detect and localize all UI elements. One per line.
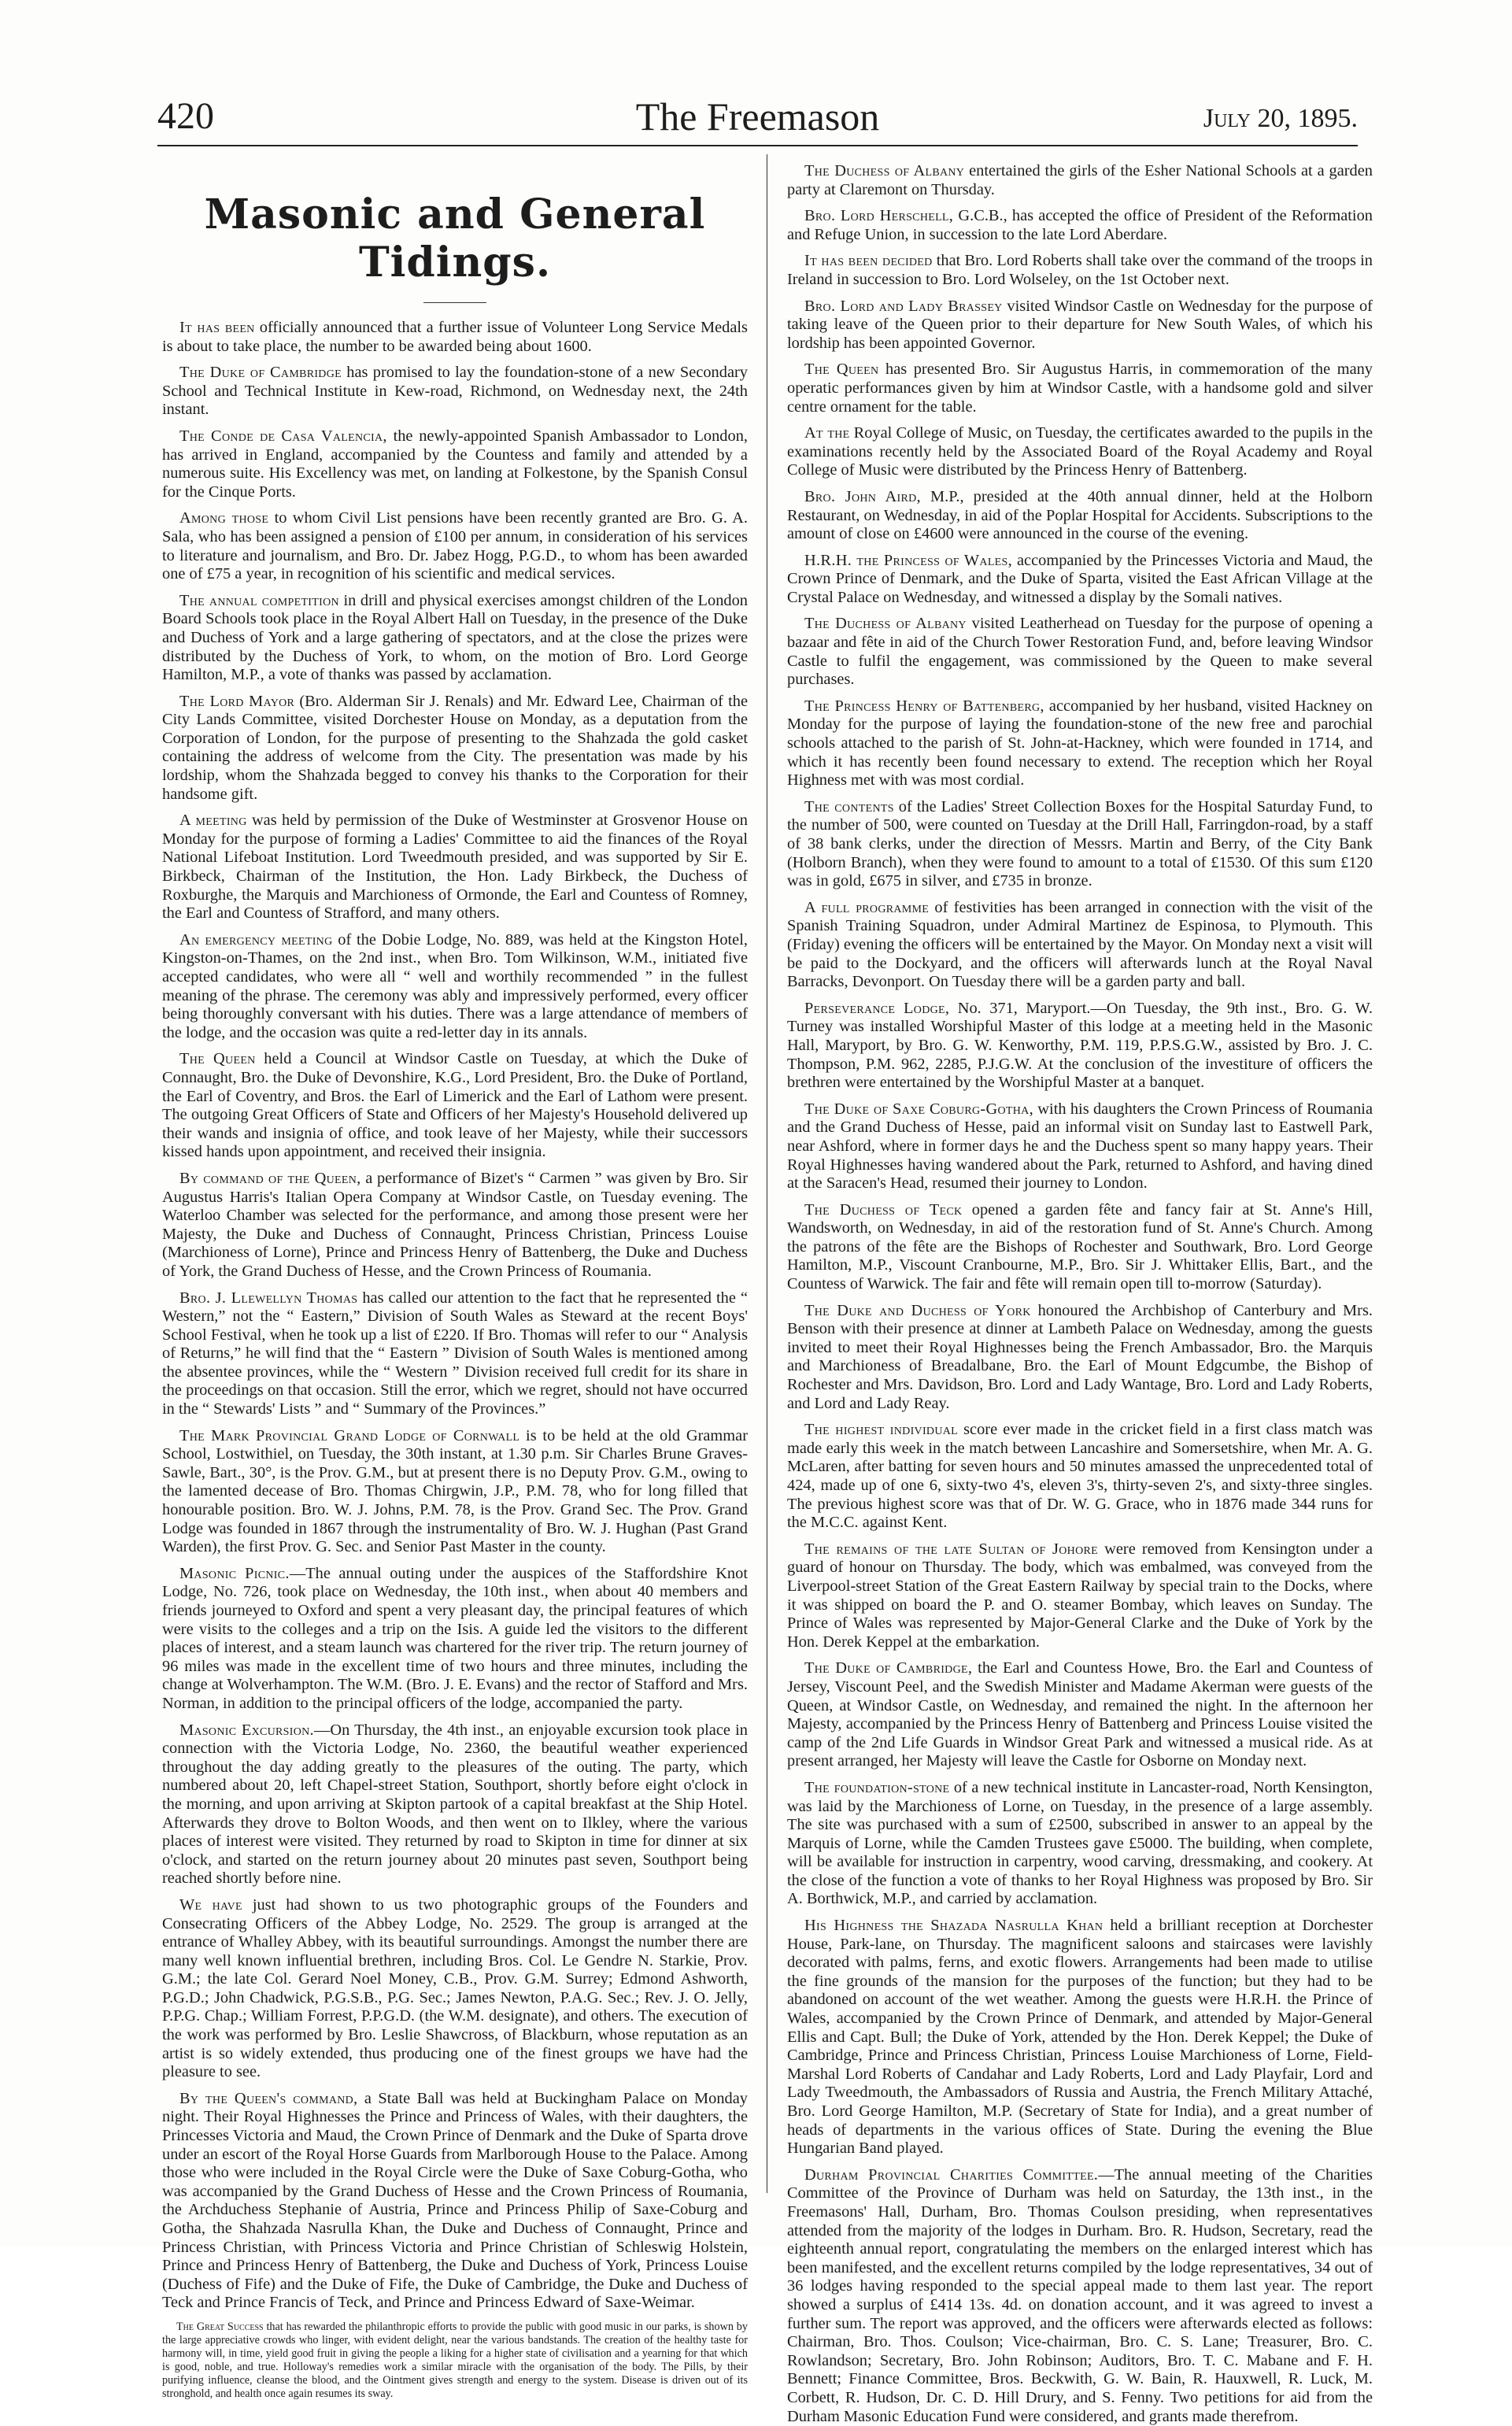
paragraph-text: to whom Civil List pensions have been recently granted are Bro. G. A. Sala, who has been assigned a pension of £100 per annum, in consideration of his services to literature and journalism, and Bro. Dr. Jabez Hogg, P.G.D., to whom has been awarded one of £75 a year, in recognition of his scientific and medical services. <box>162 509 749 583</box>
paragraph-lead: The Duke and Duchess of York <box>804 1301 1031 1319</box>
page-header <box>157 93 1358 140</box>
issue-date: July 20, 1895. <box>1203 104 1358 133</box>
right-column <box>787 162 1373 2425</box>
paragraph-text: has promised to lay the foundation-stone of a new Secondary School and Technical Institute in Kew-road, Richmond, on Wednesday next, the 24th instant. <box>162 364 748 419</box>
paragraph-lead: At the <box>804 424 850 442</box>
title-rule <box>423 302 486 303</box>
paragraph-text: G.C.B., has accepted the office of President of the Reformation and Refuge Union, in succession to the late Lord Aberdare. <box>787 207 1373 243</box>
left-article-list <box>162 319 748 2313</box>
paragraph-text: honoured the Archbishop of Canterbury and Mrs. Benson with their presence at dinner at Lambeth Palace on Wednesday, among the guests invited to meet their Royal Highnesses being the French Ambassador, Bro. the Marquis and Marchioness of Breadalbane, Bro. the Earl of Mount Edgcumbe, the Bishop of Rochester and Mrs. Davidson, Bro. Lord and Lady Wantage, Bro. Lord and Lady Roberts, and Lord and Lady Reay. <box>787 1301 1373 1412</box>
paragraph-lead: The foundation-stone <box>804 1778 950 1796</box>
paragraph-lead: An emergency meeting <box>179 930 333 949</box>
news-paragraph <box>787 1302 1373 1414</box>
paragraph-text: of festivities has been arranged in connection with the visit of the Spanish Training Squadron, under Admiral Martinez de Espinosa, to Plymouth. This (Friday) evening the officers will be entertained by the Mayor. On Monday next a visit will be paid to the Dockyard, and the officers will afterwards lunch at the Royal Naval Barracks, Devonport. On Tuesday there will be a garden party and ball. <box>787 898 1373 991</box>
paragraph-text: held a brilliant reception at Dorchester House, Park-lane, on Thursday. The magnificent saloons and staircases were lavishly decorated with palms, ferns, and exotic flowers. Arrangements had been made to utilise the fine grounds of the mansion for the purposes of the function; but they had to be abandoned on account of the wet weather. Among the guests were H.R.H. the Prince of Wales, accompanied by the Crown Prince of Denmark, and attended by Major-General Ellis and Capt. Bull; the Duke of York, attended by the Hon. Derek Keppel; the Duke of Cambridge, Prince and Princess Christian, Princess Louise Marchioness of Lorne, Field-Marshal Lord Roberts of Candahar and Lady Roberts, Lord and Lady Playfair, Lord and Lady Tweedmouth, the Ambassadors of Russia and Austria, the French Military Attaché, Bro. Lord George Hamilton, M.P. (Secretary of State for India), and a great number of heads of departments in the various offices of State. During the evening the Blue Hungarian Band played. <box>787 1917 1373 2158</box>
paragraph-text: has called our attention to the fact that he represented the “ Western,” not the “ Eastern,” Division of South Wales as Steward at the recent Boys' School Festival, when he took up a list of £220. If Bro. Thomas will refer to our “ Analysis of Returns,” he will find that the “ Eastern ” Division of South Wales is mentioned among the absentee provinces, while the “ Western ” Division received full credit for its share in the proceedings on that occasion. Still the error, which we regret, should not have occurred in the “ Stewards' Lists ” and “ Summary of the Provinces.” <box>162 1289 748 1418</box>
news-paragraph <box>162 592 748 685</box>
paragraph-lead: We have <box>179 1895 242 1914</box>
paragraph-lead: The Conde de Casa Valencia, <box>179 427 387 445</box>
paragraph-text: Royal College of Music, on Tuesday, the certificates awarded to the pupils in the examinations recently held by the Associated Board of the Royal Academy and Royal College of Music were distributed by the Princess Henry of Battenberg. <box>787 424 1373 479</box>
paragraph-lead: The remains of the late Sultan of Johore <box>804 1540 1098 1558</box>
paragraph-text: with his daughters the Crown Princess of Roumania and the Grand Duchess of Hesse, paid an informal visit on Sunday last to Eastwell Park, near Ashford, where in former days he and the Duchess spent so many happy years. Their Royal Highnesses having wandered about the Park, returned to Ashford, and having dined at the Saracen's Head, resumed their journey to London. <box>787 1100 1373 1193</box>
paragraph-lead: The Queen <box>804 361 879 379</box>
news-paragraph <box>787 1917 1373 2158</box>
news-paragraph <box>162 319 748 356</box>
news-paragraph <box>787 697 1373 790</box>
paragraph-text: (Bro. Alderman Sir J. Renals) and Mr. Edward Lee, Chairman of the City Lands Committee, visited Dorchester House on Monday, as a deputation from the Corporation of London, for the purpose of presenting to the Shahzada the gold casket containing the address of welcome from the City. The presentation was made by his lordship, whom the Shahzada begged to convey his thanks to the Corporation for their handsome gift. <box>162 692 748 803</box>
paragraph-lead: By command of the Queen, <box>179 1169 361 1187</box>
paragraph-text: were removed from Kensington under a guard of honour on Thursday. The body, which was embalmed, was conveyed from the Liverpool-street Station of the Great Eastern Railway by special train to the Docks, where it was shipped on board the P. and O. steamer Bombay, which leaves on Sunday. The Prince of Wales was represented by Major-General Clarke and the Duke of York by the Hon. Derek Keppel at the embarkation. <box>787 1540 1373 1651</box>
news-paragraph <box>162 1170 748 1281</box>
news-paragraph <box>787 552 1373 608</box>
news-paragraph <box>787 2166 1373 2426</box>
paragraph-lead: The Duchess of Albany <box>804 162 965 179</box>
paragraph-lead: The Duchess of Teck <box>804 1200 963 1219</box>
news-paragraph <box>162 364 748 420</box>
paragraph-text: the newly-appointed Spanish Ambassador to London, has arrived in England, accompanied by the Countess and family and attended by a numerous suite. His Excellency was met, on landing at Folkestone, by the Spanish Consul for the Cinque Ports. <box>162 427 748 501</box>
page-number: 420 <box>157 95 214 137</box>
paragraph-text: visited Leatherhead on Tuesday for the purpose of opening a bazaar and fête in aid of the Church Tower Restoration Fund, and, before leaving Windsor Castle to fulfil the engagement, was commissioned by the Queen to make several purchases. <box>787 615 1373 689</box>
paragraph-lead: Durham Provincial Charities Committee. <box>804 2165 1099 2184</box>
news-paragraph <box>787 488 1373 544</box>
news-paragraph <box>162 1289 748 1419</box>
paragraph-text: opened a garden fête and fancy fair at St. Anne's Hill, Wandsworth, on Wednesday, in aid of the restoration fund of St. Anne's Church. Among the patrons of the fête are the Bishops of Rochester and Southwark, Bro. Lord George Hamilton, M.P., Viscount Cranbourne, M.P., Bro. Sir J. Whittaker Ellis, Bart., and the Countess of Warwick. The fair and fête will remain open till to-morrow (Saturday). <box>787 1200 1373 1293</box>
paragraph-lead: Bro. Lord and Lady Brassey <box>804 297 1003 315</box>
news-paragraph <box>787 361 1373 416</box>
news-paragraph <box>787 615 1373 689</box>
news-paragraph <box>787 899 1373 992</box>
paragraph-text: M.P., presided at the 40th annual dinner, held at the Holborn Restaurant, on Wednesday, in aid of the Poplar Hospital for Accidents. Subscriptions to the amount of close on £4600 were announced in the course of the evening. <box>787 487 1373 543</box>
news-paragraph <box>162 1565 748 1714</box>
paragraph-lead: It has been <box>179 319 255 336</box>
masthead: The Freemason <box>635 94 880 139</box>
paragraph-text: entertained the girls of the Esher National Schools at a garden party at Claremont on Thursday. <box>787 162 1373 198</box>
paragraph-text: of the Ladies' Street Collection Boxes for the Hospital Saturday Fund, to the number of 500, were counted on Tuesday at the Drill Hall, Farringdon-road, by a staff of 38 bank clerks, under the direction of Messrs. Martin and Berry, of the City Bank (Holborn Branch), when they were found to amount to a total of £1530. Of this sum £120 was in gold, £675 in silver, and £735 in bronze. <box>787 797 1373 890</box>
news-paragraph <box>162 509 748 583</box>
paragraph-text: is to be held at the old Grammar School, Lostwithiel, on Tuesday, the 30th instant, at 1.30 p.m. Sir Charles Brune Graves-Sawle, Bart., 30°, is the Prov. G.M., but at present there is no Deputy Prov. G.M., owing to the lamented decease of Bro. Thomas Chirgwin, J.P., P.M. 78, who for long filled that honourable position. Bro. W. J. Johns, P.M. 78, is the Prov. Grand Sec. The Prov. Grand Lodge was founded in 1867 through the instrumentality of Bro. W. J. Hughan (Past Grand Warden), the first Prov. G. Sec. and Senior Past Master in the county. <box>162 1426 748 1556</box>
paragraph-lead: The Princess Henry of Battenberg, <box>804 697 1044 715</box>
news-paragraph <box>787 1000 1373 1093</box>
paragraph-lead: The highest individual <box>804 1421 958 1439</box>
news-paragraph <box>787 424 1373 480</box>
news-paragraph <box>162 1721 748 1888</box>
paragraph-lead: By the Queen's command, <box>179 2089 358 2107</box>
paragraph-lead: Perseverance Lodge, <box>804 999 950 1017</box>
paragraph-lead: A meeting <box>179 812 247 830</box>
paragraph-lead: Masonic Excursion. <box>179 1721 314 1739</box>
paragraph-text: held a Council at Windsor Castle on Tuesday, at which the Duke of Connaught, Bro. the Duke of Devonshire, K.G., Lord President, Bro. the Duke of Portland, the Earl of Coventry, and Bros. the Earl of Limerick and the Earl of Lathom were present. The outgoing Great Officers of State and Officers of her Majesty's Household delivered up their wands and insignia of office, and took leave of her Majesty, while their successors kissed hands upon appointment, and received their insignia. <box>162 1050 748 1161</box>
paragraph-lead: H.R.H. the Princess of Wales, <box>804 551 1013 569</box>
paragraph-lead: Bro. John Aird, <box>804 487 921 505</box>
news-paragraph <box>162 1427 748 1557</box>
news-paragraph <box>787 1201 1373 1294</box>
paragraph-text: of a new technical institute in Lancaster-road, North Kensington, was laid by the Marchioness of Lorne, on Tuesday, in the presence of a large assembly. The site was purchased with a sum of £2500, subscribed in answer to an appeal by the Marquis of Lorne, while the Camden Trustees gave £5000. The building, when complete, will be available for instruction in carpentry, wood carving, dressmaking, and cookery. At the close of the function a vote of thanks to her Royal Highness was proposed by Bro. Sir A. Borthwick, M.P., and carried by acclamation. <box>787 1778 1373 1908</box>
news-paragraph <box>787 1779 1373 1909</box>
left-column <box>162 162 749 2400</box>
paragraph-text: a performance of Bizet's “ Carmen ” was given by Bro. Sir Augustus Harris's Italian Opera Company at Windsor Castle, on Tuesday evening. The Waterloo Chamber was selected for the performance, and among those present were her Majesty, the Duke and Duchess of Connaught, Princess Christian, Princess Louise (Marchioness of Lorne), Prince and Princess Henry of Battenberg, the Duke and Duchess of York, the Grand Duchess of Hesse, and the Crown Princess of Roumania. <box>162 1169 748 1280</box>
header-rule <box>157 145 1358 146</box>
news-paragraph <box>162 2090 748 2313</box>
paragraph-text: that Bro. Lord Roberts shall take over the command of the troops in Ireland in succession to Bro. Lord Wolseley, on the 1st October next. <box>787 252 1373 288</box>
news-paragraph <box>787 1421 1373 1533</box>
paragraph-lead: His Highness the Shazada Nasrulla Khan <box>804 1917 1104 1935</box>
advertisement <box>162 2321 748 2401</box>
paragraph-text: has presented Bro. Sir Augustus Harris, in commemoration of the many operatic performances given by him at Windsor Castle, with a handsome gold and silver centre ornament for the table. <box>787 361 1373 416</box>
paragraph-lead: Bro. Lord Herschell, <box>804 207 954 225</box>
paragraph-lead: The Duke of Cambridge <box>179 364 342 382</box>
advertisement-lead: The Great Success <box>176 2320 264 2333</box>
news-paragraph <box>162 812 748 923</box>
paragraph-lead: The Lord Mayor <box>179 692 295 710</box>
news-paragraph <box>162 693 748 804</box>
advertisement-text: that has rewarded the philanthropic efforts to provide the public with good music in our parks, is shown by the large appreciative crowds who linger, with evident delight, near the various bandstands. The creation of the healthy taste for harmony will, in time, yield good fruit in giving the people a liking for a higher state of civilisation and a yearning for that which is good, noble, and true. Holloway's remedies work a similar miracle with the organisation of the body. The Pills, by their purifying influence, cleanse the blood, and the Ointment gives strength and energy to the system. Disease is driven out of its stronghold, and health once again resumes its sway. <box>162 2320 748 2400</box>
paragraph-lead: The Duchess of Albany <box>804 615 967 633</box>
paragraph-text: visited Windsor Castle on Wednesday for the purpose of taking leave of the Queen prior to their departure for New South Wales, of which his lordship has been appointed Governor. <box>787 297 1373 352</box>
paragraph-text: No. 371, Maryport.—On Tuesday, the 9th inst., Bro. G. W. Turney was installed Worshipful Master of this lodge at a meeting held in the Masonic Hall, Maryport, by Bro. G. W. Kenworthy, P.M. 119, P.P.S.G.W., assisted by Bro. J. C. Thompson, P.M. 962, 2285, P.J.G.W. At the conclusion of the investiture of officers the brethren were entertained by the Worshipful Master at a banquet. <box>787 999 1373 1092</box>
news-paragraph <box>787 1540 1373 1652</box>
paragraph-text: accompanied by her husband, visited Hackney on Monday for the purpose of laying the foundation-stone of the new free and parochial schools attached to the parish of St. John-at-Hackney, which were founded in 1714, and which it has recently been found necessary to extend. The reception which her Royal Highness met with was most cordial. <box>787 697 1373 790</box>
paragraph-lead: Among those <box>179 509 269 527</box>
paragraph-lead: The Duke of Saxe Coburg-Gotha, <box>804 1100 1033 1118</box>
paragraph-text: —The annual outing under the auspices of the Staffordshire Knot Lodge, No. 726, took place on Wednesday, the 10th inst., when about 40 members and friends journeyed to Oxford and spent a very pleasant day, the principal features of which were visits to the colleges and a trip on the Isis. A guide led the visitors to the different places of interest, and a steam launch was chartered for the river trip. The return journey of 96 miles was made in the excellent time of two hours and three minutes, including the change at Wolverhampton. The W.M. (Bro. J. E. Evans) and the rector of Stafford and Mrs. Norman, in addition to the principal officers of the lodge, accompanied the party. <box>162 1564 748 1712</box>
news-paragraph <box>787 162 1373 199</box>
news-paragraph <box>787 298 1373 353</box>
paragraph-text: of the Dobie Lodge, No. 889, was held at the Kingston Hotel, Kingston-on-Thames, on the 2nd inst., when Bro. Tom Wilkinson, W.M., initiated five accepted candidates, who were all “ well and worthily recommended ” in the fullest meaning of the phrase. The ceremony was ably and impressively performed, every officer being thoroughly conversant with his duties. There was a large attendance of members of the lodge, and the occasion was quite a red-letter day in its annals. <box>162 930 748 1041</box>
paragraph-lead: Bro. J. Llewellyn Thomas <box>179 1289 358 1307</box>
paragraph-text: officially announced that a further issue of Volunteer Long Service Medals is about to take place, the number to be awarded being about 1600. <box>162 319 748 355</box>
news-paragraph <box>787 1659 1373 1771</box>
paragraph-lead: A full programme <box>804 898 930 916</box>
paragraph-text: was held by permission of the Duke of Westminster at Grosvenor House on Monday for the purpose of forming a Ladies' Committee to aid the finances of the Royal National Lifeboat Institution. Lord Tweedmouth presided, and was supported by Sir E. Birkbeck, Chairman of the Institution, the Hon. Lady Birkbeck, the Duchess of Roxburghe, the Marquis and Marchioness of Ormonde, the Earl and Countess of Romney, the Earl and Countess of Strafford, and many others. <box>162 812 748 923</box>
paragraph-lead: The contents <box>804 797 894 815</box>
news-paragraph <box>787 1100 1373 1193</box>
paragraph-lead: It has been decided <box>804 252 933 270</box>
news-paragraph <box>162 1050 748 1162</box>
paragraph-text: the Earl and Countess Howe, Bro. the Earl and Countess of Jersey, Viscount Peel, and the Swedish Minister and Madame Akerman were guests of the Queen, at Windsor Castle, on Wednesday, and remained the night. In the afternoon her Majesty, accompanied by the Princess Henry of Battenberg and Princess Louise visited the camp of the 2nd Life Guards in Windsor Great Park and witnessed a musical ride. As at present arranged, her Majesty will leave the Castle for Osborne on Monday next. <box>787 1659 1373 1770</box>
right-article-list <box>787 162 1373 2426</box>
paragraph-lead: The Queen <box>179 1050 256 1068</box>
paragraph-text: accompanied by the Princesses Victoria and Maud, the Crown Prince of Denmark, and the Duke of Sparta, visited the East African Village at the Crystal Palace on Wednesday, and witnessed a display by the Somali natives. <box>787 551 1373 606</box>
news-paragraph <box>162 427 748 501</box>
paragraph-text: a State Ball was held at Buckingham Palace on Monday night. Their Royal Highnesses the Prince and Princess of Wales, with their daughters, the Princesses Victoria and Maud, the Crown Prince of Denmark and the Duke of Sparta drove under an escort of the Royal Horse Guards from Marlborough House to the Palace. Among those who were included in the Royal Circle were the Duke of Saxe Coburg-Gotha, who was accompanied by the Grand Duchess of Hesse and the Crown Princess of Roumania, the Archduchess Stephanie of Austria, Prince and Princess Philip of Saxe-Coburg and Gotha, the Shahzada Nasrulla Khan, the Duke and Duchess of Connaught, Prince and Princess Christian, with Princess Victoria and Prince Christian of Schleswig Holstein, Prince and Princess Henry of Battenberg, the Duke and Duchess of York, Princess Louise (Duchess of Fife) and the Duke of Fife, the Duke of Cambridge, the Duke and Duchess of Teck and Prince Francis of Teck, and Prince and Princess Edward of Saxe-Weimar. <box>162 2089 749 2312</box>
paragraph-lead: Masonic Picnic. <box>179 1564 290 1582</box>
section-title: Masonic and General Tidings. <box>204 190 706 287</box>
paragraph-text: —On Thursday, the 4th inst., an enjoyable excursion took place in connection with the Victoria Lodge, No. 2360, the beautiful weather experienced throughout the day adding greatly to the pleasures of the outing. The party, which numbered about 20, left Chapel-street Station, Southport, shortly before eight o'clock in the morning, and upon arriving at Skipton partook of a capital breakfast at the Ship Hotel. Afterwards they drove to Bolton Woods, and then went on to Ilkley, where the various places of interest were visited. They returned by road to Skipton in time for dinner at six o'clock, and started on the return journey about 20 minutes past seven, Southport being reached shortly before nine. <box>162 1721 748 1888</box>
paragraph-text: in drill and physical exercises amongst children of the London Board Schools took place in the Royal Albert Hall on Tuesday, in the presence of the Duke and Duchess of York and a large gathering of spectators, and at the close the prizes were distributed by the Duchess of York, to whom, on the motion of Bro. Lord George Hamilton, M.P., a vote of thanks was passed by acclamation. <box>162 591 748 684</box>
paragraph-lead: The Mark Provincial Grand Lodge of Cornwall <box>179 1426 520 1444</box>
news-paragraph <box>787 252 1373 289</box>
paragraph-text: just had shown to us two photographic groups of the Founders and Consecrating Officers of the Abbey Lodge, No. 2529. The group is arranged at the entrance of Whalley Abbey, with its beautiful surroundings. Amongst the number there are many well known influential brethren, including Bros. Col. Le Gendre N. Starkie, Prov. G.M.; the late Col. Gerard Noel Money, C.B., Prov. G.M. Surrey; Edmond Ashworth, P.G.D.; John Chadwick, P.G.S.B., P.G. Sec.; James Newton, P.A.G. Sec.; Rev. J. O. Jelly, P.P.G. Chap.; William Forrest, P.P.G.D. (the W.M. designate), and others. The execution of the work was performed by Bro. Leslie Shawcross, of Blackburn, whose reputation as an artist is so widely extended, thus producing one of the finest groups we have had the pleasure to see. <box>162 1895 748 2081</box>
paragraph-text: score ever made in the cricket field in a first class match was made early this week in the match between Lancashire and Somersetshire, when Mr. A. G. McLaren, after batting for seven hours and 50 minutes amassed the unprecedented total of 424, made up of one 6, sixty-two 4's, eleven 3's, thirty-seven 2's, and sixty-three singles. The previous highest score was that of Dr. W. G. Grace, who in 1876 made 344 runs for the M.C.C. against Kent. <box>787 1421 1373 1532</box>
news-paragraph <box>787 798 1373 891</box>
news-paragraph <box>162 1896 748 2082</box>
paragraph-text: —The annual meeting of the Charities Committee of the Province of Durham was held on Saturday, the 13th inst., in the Freemasons' Hall, Durham, Bro. Thomas Coulson presiding, when representatives attended from the majority of the lodges in Durham. Bro. R. Hudson, Secretary, read the eighteenth annual report, congratulating the members on the enlarged interest which has been manifested, and the excellent returns compiled by the lodge representatives, 34 out of 36 lodges having responded to the special appeal made to them last year. The report showed a surplus of £414 13s. 4d. on donation account, and it was agreed to invest a further sum. The report was approved, and the officers were afterwards elected as follows: Chairman, Bro. Thos. Coulson; Vice-chairman, Bro. C. S. Lane; Treasurer, Bro. C. Rowlandson; Secretary, Bro. John Robinson; Auditors, Bro. T. C. Mabane and F. H. Bennett; Finance Committee, Bros. Beckwith, G. W. Bain, R. Hauxwell, R. Luck, M. Corbett, R. Hudson, Dr. C. D. Hill Drury, and S. Fenny. Two petitions for aid from the Durham Masonic Education Fund were considered, and grants made therefrom. <box>787 2165 1373 2425</box>
news-paragraph <box>162 931 748 1043</box>
paragraph-lead: The annual competition <box>179 591 339 609</box>
news-paragraph <box>787 207 1373 244</box>
paragraph-lead: The Duke of Cambridge, <box>804 1659 973 1677</box>
